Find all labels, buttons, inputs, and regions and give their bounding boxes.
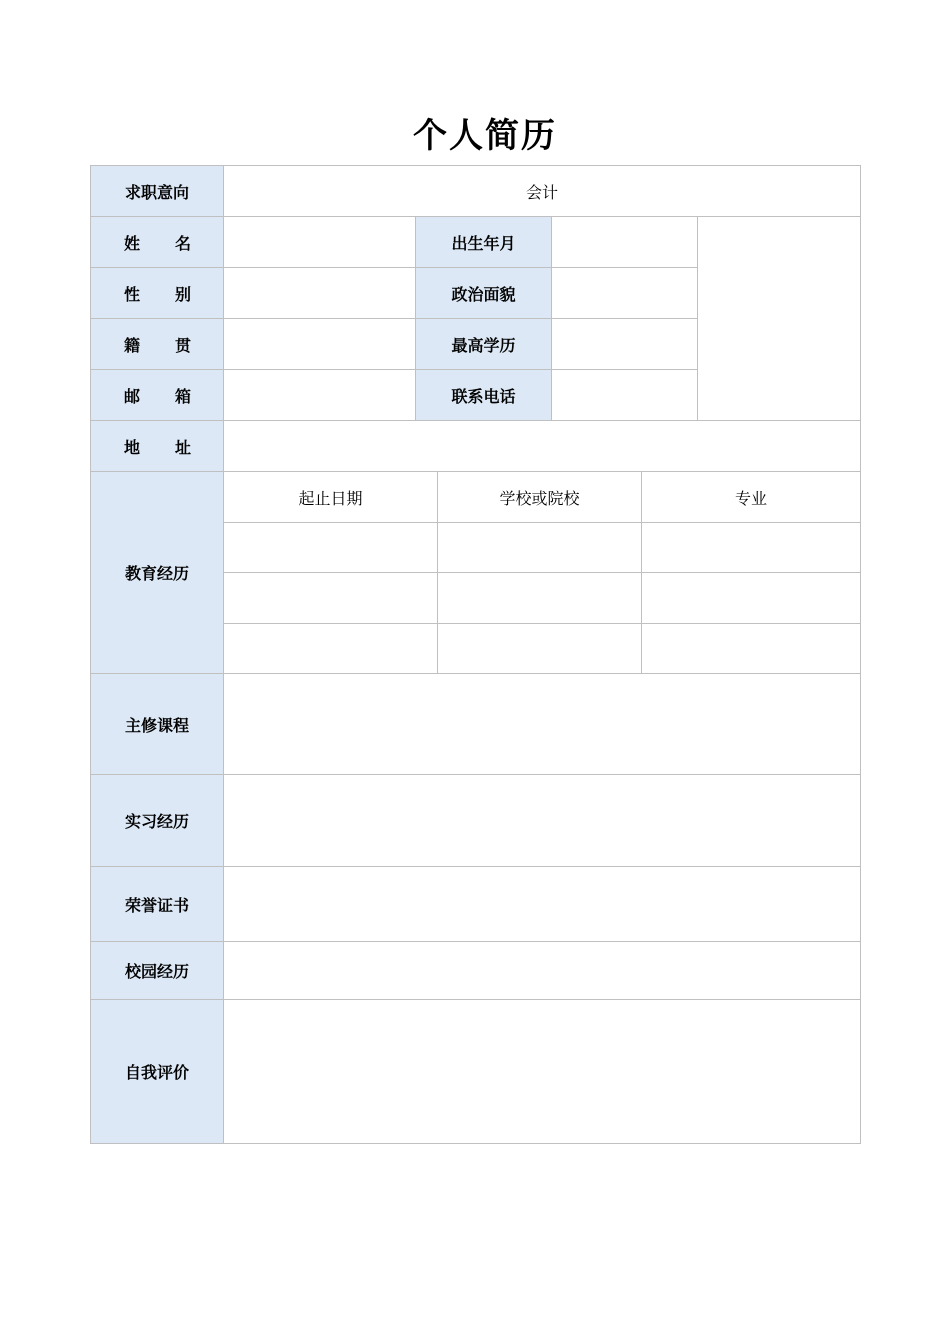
education-label: 教育经历 (91, 472, 224, 674)
education-major-cell[interactable] (642, 523, 861, 573)
birth-value-cell[interactable] (552, 217, 698, 268)
gender-value-cell[interactable] (224, 268, 416, 319)
page-title: 个人简历 (413, 116, 557, 156)
degree-value-cell[interactable] (552, 319, 698, 370)
resume-table (90, 165, 861, 1144)
birth-label: 出生年月 (416, 217, 552, 268)
self-eval-value-cell[interactable] (224, 1000, 861, 1144)
phone-value-cell[interactable] (552, 370, 698, 421)
address-label: 地 址 (91, 421, 224, 472)
job-intent-row (91, 166, 861, 217)
education-dates-cell[interactable] (224, 523, 438, 573)
degree-label: 最高学历 (416, 319, 552, 370)
gender-label: 性 别 (91, 268, 224, 319)
origin-value-cell[interactable] (224, 319, 416, 370)
political-label: 政治面貌 (416, 268, 552, 319)
email-label: 邮 箱 (91, 370, 224, 421)
political-value-cell[interactable] (552, 268, 698, 319)
origin-label: 籍 贯 (91, 319, 224, 370)
self-eval-row (91, 1000, 861, 1144)
name-label: 姓 名 (91, 217, 224, 268)
courses-label: 主修课程 (91, 674, 224, 775)
internship-row (91, 775, 861, 867)
education-header-school: 学校或院校 (438, 472, 642, 523)
education-major-cell[interactable] (642, 624, 861, 674)
campus-label: 校园经历 (91, 942, 224, 1000)
education-dates-cell[interactable] (224, 573, 438, 624)
honors-label: 荣誉证书 (91, 867, 224, 942)
campus-row (91, 942, 861, 1000)
address-row (91, 421, 861, 472)
campus-value-cell[interactable] (224, 942, 861, 1000)
job-intent-label: 求职意向 (91, 166, 224, 217)
courses-value-cell[interactable] (224, 674, 861, 775)
education-school-cell[interactable] (438, 523, 642, 573)
name-value-cell[interactable] (224, 217, 416, 268)
photo-cell[interactable] (698, 217, 861, 421)
job-intent-value[interactable]: 会计 (224, 166, 861, 217)
education-major-cell[interactable] (642, 573, 861, 624)
self-eval-label: 自我评价 (91, 1000, 224, 1144)
education-header-dates: 起止日期 (224, 472, 438, 523)
education-school-cell[interactable] (438, 624, 642, 674)
education-header-row (91, 472, 861, 523)
internship-value-cell[interactable] (224, 775, 861, 867)
honors-row (91, 867, 861, 942)
internship-label: 实习经历 (91, 775, 224, 867)
honors-value-cell[interactable] (224, 867, 861, 942)
address-value-cell[interactable] (224, 421, 861, 472)
phone-label: 联系电话 (416, 370, 552, 421)
name-row (91, 217, 861, 268)
courses-row (91, 674, 861, 775)
education-dates-cell[interactable] (224, 624, 438, 674)
email-value-cell[interactable] (224, 370, 416, 421)
education-school-cell[interactable] (438, 573, 642, 624)
education-header-major: 专业 (642, 472, 861, 523)
